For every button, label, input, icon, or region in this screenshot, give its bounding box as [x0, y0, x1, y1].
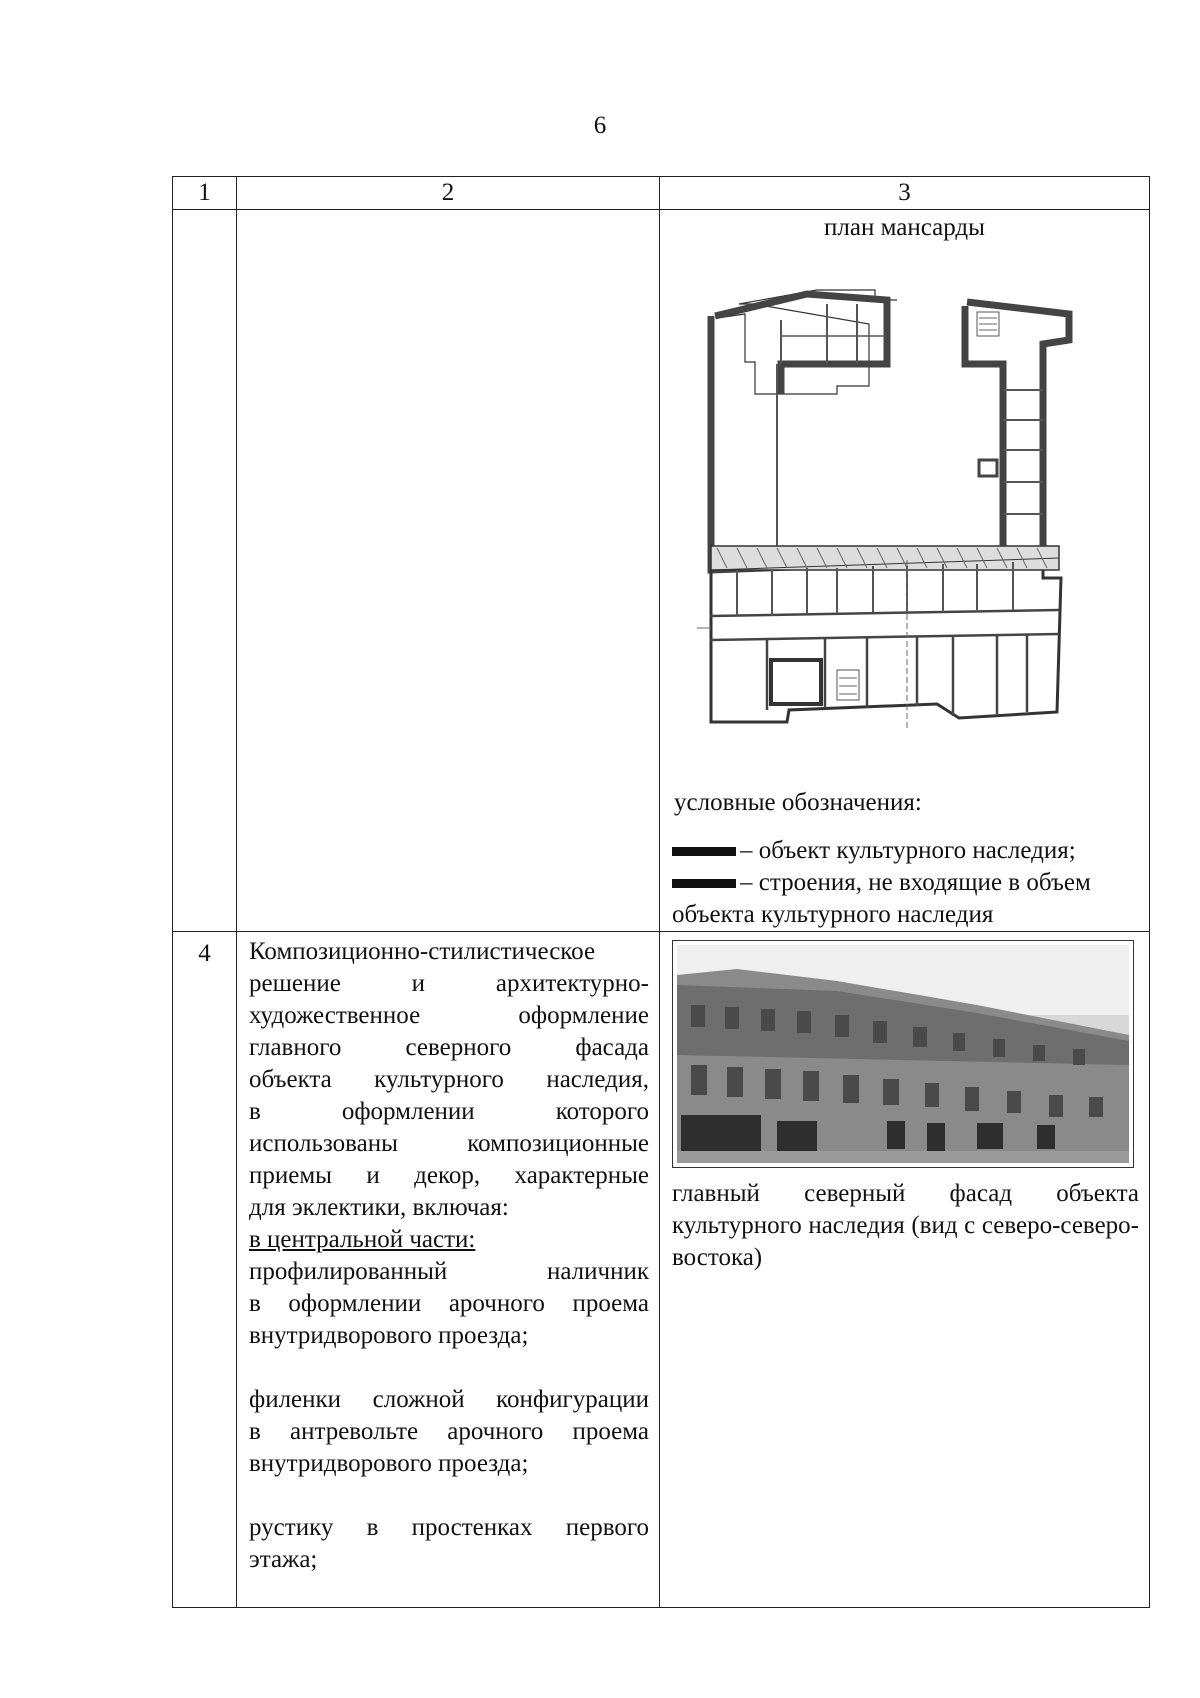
legend-swatch-other-buildings: [672, 879, 736, 888]
description-line-9: для эклектики, включая:: [249, 1194, 509, 1221]
legend-swatch-heritage: [672, 847, 736, 856]
plan-row-num: [173, 210, 237, 932]
facade-photo-caption: главный северный фасад объекта культурного наследия (вид с северо-северо-востока): [672, 1180, 1139, 1271]
item-3-line-2: этажа;: [249, 1546, 318, 1573]
facade-photo-frame: [672, 940, 1134, 1168]
facade-row: [173, 932, 1150, 1608]
central-part-heading: в центральной части:: [249, 1226, 476, 1253]
legend-title: условные обозначения:: [674, 789, 922, 816]
facade-description: [237, 932, 660, 1608]
plan-row: [173, 210, 1150, 932]
item-1-line-3: внутридворового проезда;: [249, 1322, 529, 1349]
description-line-6: в оформлении которого: [249, 1098, 649, 1125]
legend-item-heritage: [672, 835, 1149, 867]
legend-text-heritage: – объект культурного наследия;: [740, 837, 1076, 864]
header-col-1: 1: [173, 177, 237, 210]
description-line-5: объекта культурного наследия,: [249, 1066, 649, 1093]
item-2-line-1: филенки сложной конфигурации: [249, 1386, 649, 1413]
page-number: 6: [593, 112, 607, 139]
plan-title: план мансарды: [824, 214, 985, 241]
item-1-line-2: в оформлении арочного проема: [249, 1290, 649, 1317]
description-line-8: приемы и декор, характерные: [249, 1162, 649, 1189]
facade-photo: [677, 945, 1129, 1163]
description-line-2: решение и архитектурно-: [249, 970, 649, 997]
header-row: [173, 177, 1150, 210]
facade-photo-cell: [660, 932, 1150, 1608]
header-col-2: 2: [237, 177, 660, 210]
legend-text-continuation: объекта культурного наследия: [672, 901, 994, 928]
heritage-table: [172, 176, 1150, 1608]
plan-row-content: [660, 210, 1150, 932]
description-line-1: Композиционно-стилистическое: [249, 938, 596, 965]
plan-row-desc: [237, 210, 660, 932]
legend-item-other-buildings: [672, 867, 1149, 899]
header-col-3: 3: [660, 177, 1150, 210]
legend-text-other-buildings: – строения, не входящие в объем: [740, 869, 1091, 896]
attic-floor-plan: [697, 260, 1097, 730]
item-1-line-1: профилированный наличник: [249, 1258, 649, 1285]
item-2-line-2: в антревольте арочного проема: [249, 1418, 649, 1445]
description-line-7: использованы композиционные: [249, 1130, 649, 1157]
item-3-line-1: рустику в простенках первого: [249, 1514, 649, 1541]
description-line-3: художественное оформление: [249, 1002, 649, 1029]
description-line-4: главного северного фасада: [249, 1034, 649, 1061]
item-2-line-3: внутридворового проезда;: [249, 1450, 529, 1477]
row-number: 4: [173, 932, 237, 1608]
